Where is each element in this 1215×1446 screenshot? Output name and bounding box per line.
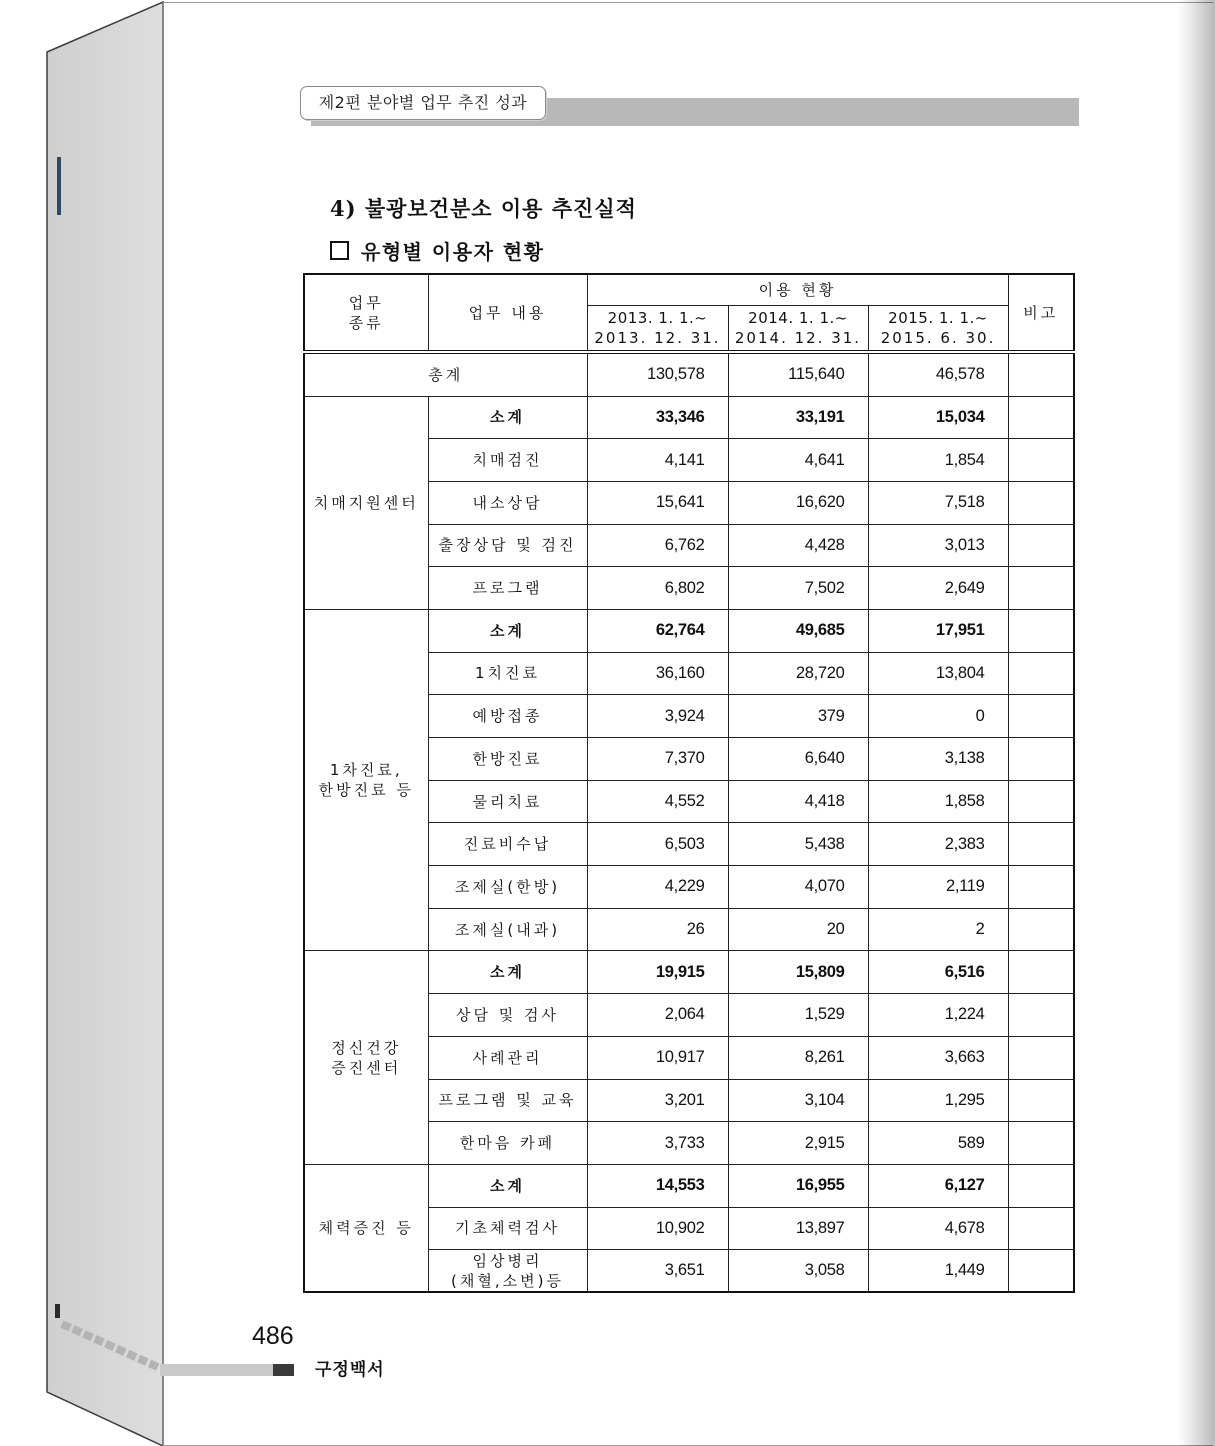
category-cell	[304, 396, 428, 609]
item-value: 3,058	[728, 1250, 868, 1293]
remark-cell	[1008, 652, 1074, 695]
usage-table	[303, 273, 1075, 1293]
header-remark: 비고	[1008, 274, 1074, 352]
header-work-type-line: 종류	[348, 313, 384, 332]
remark-cell	[1008, 1036, 1074, 1079]
item-value: 4,229	[587, 866, 728, 909]
item-value: 2,649	[868, 567, 1008, 610]
item-label-text: 프로그램 및 교육	[438, 1091, 577, 1110]
item-value: 8,261	[728, 1036, 868, 1079]
item-value: 2	[868, 908, 1008, 951]
item-label-text: 예방접종	[472, 707, 543, 726]
category-label: 치매지원센터	[313, 493, 419, 512]
item-label	[428, 738, 587, 781]
subtotal-value: 6,516	[868, 951, 1008, 994]
item-label-text: 기초체력검사	[455, 1219, 560, 1238]
item-value: 4,428	[728, 524, 868, 567]
item-value: 6,503	[587, 823, 728, 866]
section-heading: 4) 불광보건분소 이용 추진실적	[330, 196, 637, 221]
item-label-text: 물리치료	[472, 792, 543, 811]
remark-cell	[1008, 823, 1074, 866]
header-period-2013	[587, 305, 728, 352]
item-label-text: 한마음 카페	[459, 1134, 556, 1153]
item-label	[428, 567, 587, 610]
item-value: 3,013	[868, 524, 1008, 567]
item-value: 36,160	[587, 652, 728, 695]
period-from: 2014. 1. 1.~	[748, 308, 848, 327]
item-value: 26	[587, 908, 728, 951]
category-label: 1차진료,	[329, 761, 403, 780]
item-value: 28,720	[728, 652, 868, 695]
item-value: 20	[728, 908, 868, 951]
item-label-text: 소계	[490, 963, 525, 982]
remark-cell	[1008, 780, 1074, 823]
item-value: 3,138	[868, 738, 1008, 781]
total-value: 115,640	[728, 352, 868, 396]
section-tab: 제2편 분야별 업무 추진 성과	[300, 86, 546, 120]
item-label	[428, 524, 587, 567]
period-from: 2013. 1. 1.~	[607, 308, 708, 327]
item-label-text: 내소상담	[472, 493, 543, 512]
item-value: 3,104	[728, 1079, 868, 1122]
header-work-type-line: 업무	[348, 293, 384, 312]
item-value: 7,502	[728, 567, 868, 610]
remark-cell	[1008, 1079, 1074, 1122]
subtotal-value: 33,191	[728, 396, 868, 439]
item-value: 6,762	[587, 524, 728, 567]
subtotal-value: 16,955	[728, 1164, 868, 1207]
item-value: 15,641	[587, 481, 728, 524]
item-label-text: 치매검진	[472, 451, 543, 470]
item-value: 0	[868, 695, 1008, 738]
item-value: 4,678	[868, 1207, 1008, 1250]
item-label	[428, 823, 587, 866]
item-label	[428, 1122, 587, 1165]
subtotal-label	[428, 1164, 587, 1207]
item-label-text: 사례관리	[472, 1048, 543, 1067]
remark-cell	[1008, 1164, 1074, 1207]
item-value: 1,449	[868, 1250, 1008, 1293]
subtotal-value: 62,764	[587, 609, 728, 652]
remark-cell	[1008, 695, 1074, 738]
item-value: 4,141	[587, 439, 728, 482]
item-label-text: (채혈,소변)등	[451, 1271, 564, 1290]
item-value: 4,418	[728, 780, 868, 823]
subtotal-value: 14,553	[587, 1164, 728, 1207]
total-value: 46,578	[868, 352, 1008, 396]
sub-heading	[330, 236, 545, 265]
category-label: 증진센터	[331, 1058, 402, 1077]
item-label-text: 한방진료	[472, 749, 543, 768]
page-number: 486	[252, 1322, 294, 1350]
remark-cell	[1008, 481, 1074, 524]
item-label-text: 출장상담 및 검진	[438, 536, 577, 555]
table-row	[304, 951, 1074, 994]
item-value: 1,858	[868, 780, 1008, 823]
item-label-text: 프로그램	[472, 579, 543, 598]
remark-cell	[1008, 396, 1074, 439]
item-label	[428, 652, 587, 695]
page-edge-shadow	[1178, 0, 1215, 1446]
item-value: 10,917	[587, 1036, 728, 1079]
table-row	[304, 1164, 1074, 1207]
header-period-2015	[868, 305, 1008, 352]
item-value: 3,201	[587, 1079, 728, 1122]
item-value: 3,733	[587, 1122, 728, 1165]
item-value: 3,924	[587, 695, 728, 738]
item-value: 13,804	[868, 652, 1008, 695]
item-label	[428, 695, 587, 738]
remark-cell	[1008, 567, 1074, 610]
header-work-type	[304, 274, 428, 352]
item-label	[428, 439, 587, 482]
total-row	[304, 352, 1074, 396]
item-value: 7,370	[587, 738, 728, 781]
item-value: 589	[868, 1122, 1008, 1165]
item-label-text: 상담 및 검사	[456, 1005, 559, 1024]
item-label	[428, 780, 587, 823]
item-value: 6,640	[728, 738, 868, 781]
header-usage-status: 이용 현황	[587, 274, 1008, 305]
table-row	[304, 396, 1074, 439]
footer-mark	[273, 1364, 294, 1376]
item-value: 7,518	[868, 481, 1008, 524]
subtotal-label	[428, 951, 587, 994]
item-label-text: 소계	[490, 1176, 525, 1195]
item-value: 2,064	[587, 994, 728, 1037]
item-value: 3,663	[868, 1036, 1008, 1079]
item-value: 16,620	[728, 481, 868, 524]
remark-cell	[1008, 439, 1074, 482]
item-value: 2,119	[868, 866, 1008, 909]
item-value: 1,224	[868, 994, 1008, 1037]
category-cell	[304, 951, 428, 1164]
category-cell	[304, 1164, 428, 1292]
item-value: 2,383	[868, 823, 1008, 866]
remark-cell	[1008, 738, 1074, 781]
item-label	[428, 866, 587, 909]
remark-cell	[1008, 994, 1074, 1037]
box-bullet-icon	[330, 241, 349, 260]
remark-cell	[1008, 1122, 1074, 1165]
item-label-text: 1치진료	[474, 664, 540, 683]
period-from: 2015. 1. 1.~	[888, 308, 988, 327]
subtotal-label	[428, 609, 587, 652]
remark-cell	[1008, 352, 1074, 396]
total-label: 총계	[304, 352, 587, 396]
item-label	[428, 1207, 587, 1250]
item-label	[428, 481, 587, 524]
item-value: 379	[728, 695, 868, 738]
footer-bar	[160, 1364, 273, 1376]
category-label: 한방진료 등	[318, 781, 414, 800]
item-value: 4,552	[587, 780, 728, 823]
period-to: 2014. 12. 31.	[734, 328, 862, 347]
remark-cell	[1008, 866, 1074, 909]
subtotal-value: 49,685	[728, 609, 868, 652]
period-to: 2015. 6. 30.	[880, 328, 996, 347]
subtotal-label	[428, 396, 587, 439]
spine-marker	[57, 157, 61, 215]
subtotal-value: 15,809	[728, 951, 868, 994]
item-label-text: 소계	[490, 621, 525, 640]
item-value: 3,651	[587, 1250, 728, 1293]
remark-cell	[1008, 951, 1074, 994]
item-value: 1,295	[868, 1079, 1008, 1122]
category-label: 체력증진 등	[318, 1219, 414, 1238]
item-label-text: 임상병리	[472, 1251, 543, 1270]
subtotal-value: 33,346	[587, 396, 728, 439]
item-label-text: 조제실(내과)	[454, 920, 561, 939]
category-label: 정신건강	[331, 1038, 402, 1057]
header-period-2014	[728, 305, 868, 352]
subtotal-value: 19,915	[587, 951, 728, 994]
item-value: 1,854	[868, 439, 1008, 482]
item-value: 10,902	[587, 1207, 728, 1250]
table-body	[304, 352, 1074, 1292]
remark-cell	[1008, 524, 1074, 567]
item-label	[428, 1250, 587, 1293]
subtotal-value: 15,034	[868, 396, 1008, 439]
table-header-row	[304, 274, 1074, 305]
item-label-text: 조제실(한방)	[454, 877, 561, 896]
sub-heading-text: 유형별 이용자 현황	[361, 240, 545, 264]
subtotal-value: 17,951	[868, 609, 1008, 652]
period-to: 2013. 12. 31.	[594, 328, 721, 347]
book-spine	[47, 2, 163, 1446]
item-value: 4,070	[728, 866, 868, 909]
item-value: 1,529	[728, 994, 868, 1037]
item-label	[428, 1079, 587, 1122]
item-label-text: 소계	[490, 408, 525, 427]
item-label	[428, 994, 587, 1037]
category-cell	[304, 609, 428, 951]
total-value: 130,578	[587, 352, 728, 396]
spine-footer-mark	[55, 1304, 60, 1318]
header-work-content: 업무 내용	[428, 274, 587, 352]
item-value: 5,438	[728, 823, 868, 866]
remark-cell	[1008, 609, 1074, 652]
book-title: 구정백서	[315, 1360, 385, 1380]
item-value: 13,897	[728, 1207, 868, 1250]
item-value: 4,641	[728, 439, 868, 482]
item-value: 2,915	[728, 1122, 868, 1165]
item-label	[428, 1036, 587, 1079]
remark-cell	[1008, 908, 1074, 951]
remark-cell	[1008, 1207, 1074, 1250]
subtotal-value: 6,127	[868, 1164, 1008, 1207]
item-value: 6,802	[587, 567, 728, 610]
remark-cell	[1008, 1250, 1074, 1293]
table-row	[304, 609, 1074, 652]
item-label	[428, 908, 587, 951]
item-label-text: 진료비수납	[463, 835, 552, 854]
